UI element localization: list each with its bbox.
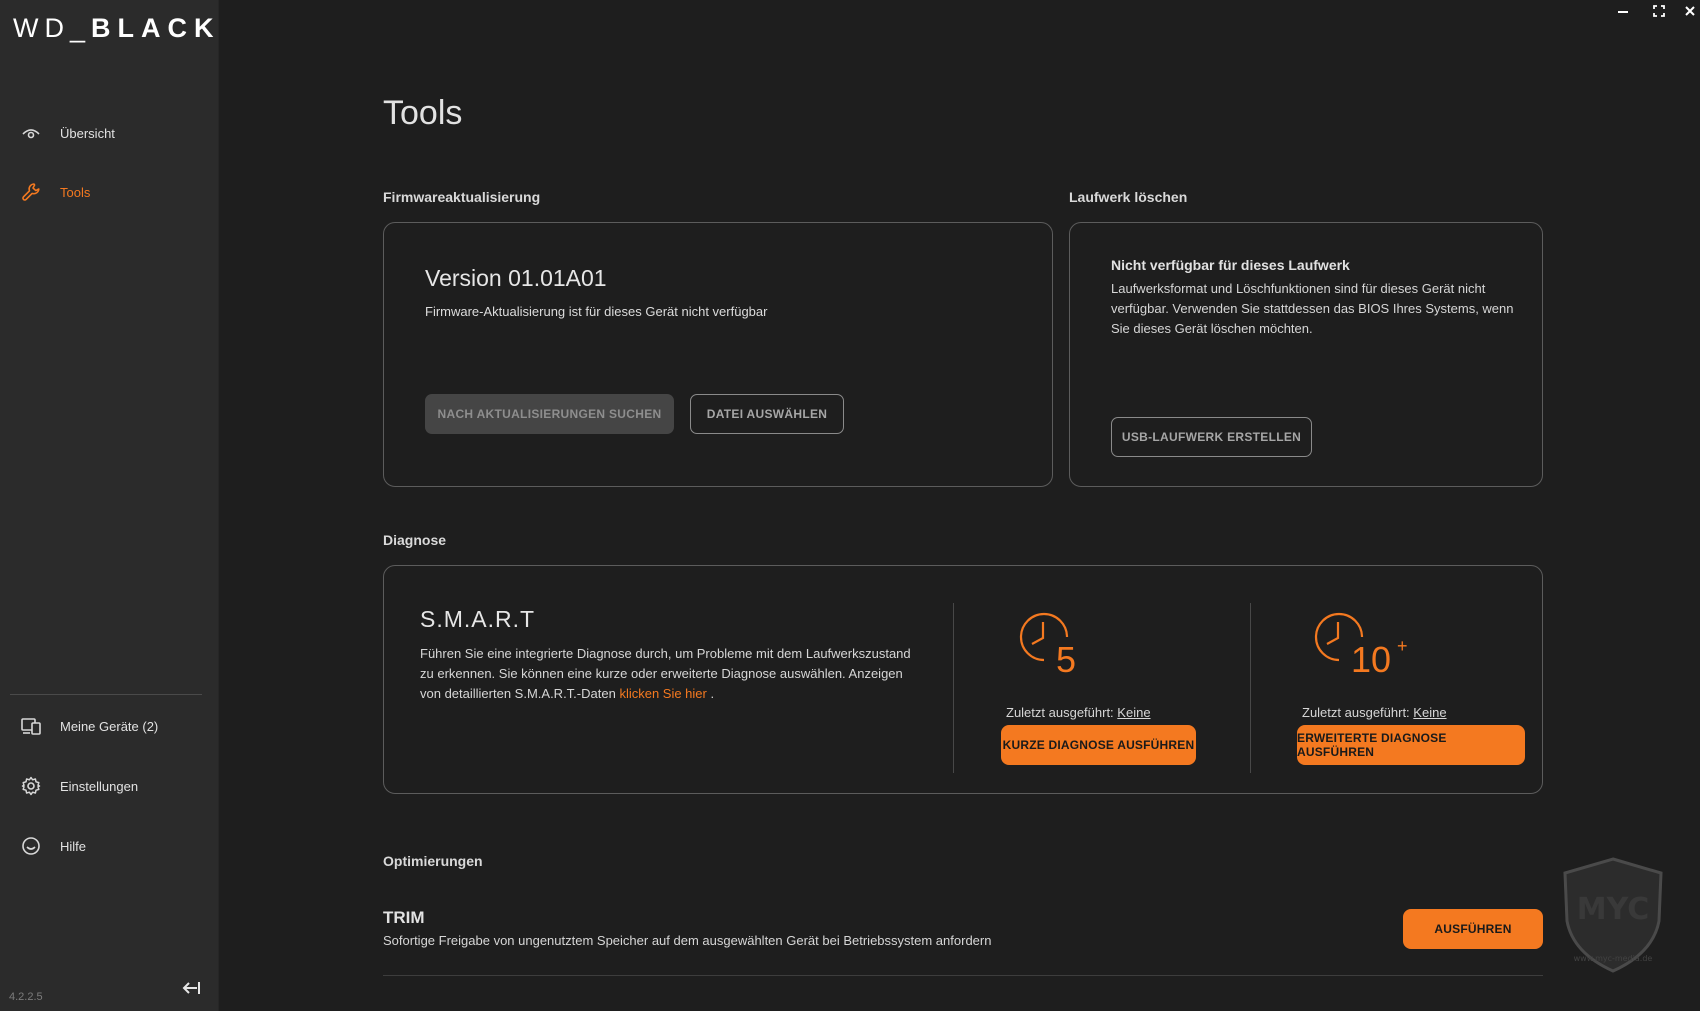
- extended-minutes: 10: [1351, 639, 1392, 680]
- erase-title: Nicht verfügbar für dieses Laufwerk: [1111, 257, 1350, 273]
- extended-last-run: Zuletzt ausgeführt: Keine: [1302, 705, 1447, 720]
- firmware-section-label: Firmwareaktualisierung: [383, 189, 541, 205]
- select-file-button[interactable]: DATEI AUSWÄHLEN: [690, 394, 844, 434]
- wrench-icon: [20, 181, 42, 203]
- sidebar-item-einstellungen[interactable]: [20, 771, 138, 801]
- shield-icon: [1553, 853, 1673, 977]
- svg-text:www.myc-media.de: www.myc-media.de: [1573, 954, 1653, 963]
- erase-card: [1069, 222, 1543, 487]
- diagnose-section-label: Diagnose: [383, 532, 447, 548]
- extended-diagnose-button[interactable]: ERWEITERTE DIAGNOSE AUSFÜHREN: [1297, 725, 1525, 765]
- devices-icon: [20, 715, 42, 737]
- smart-title: S.M.A.R.T: [420, 606, 536, 632]
- create-usb-drive-button[interactable]: USB-LAUFWERK ERSTELLEN: [1111, 417, 1312, 457]
- short-last-run: Zuletzt ausgeführt: Keine: [1006, 705, 1151, 720]
- maximize-icon: [1653, 5, 1665, 17]
- minimize-icon: [1617, 5, 1629, 17]
- close-icon: [1684, 5, 1696, 17]
- run-trim-button[interactable]: AUSFÜHREN: [1403, 909, 1543, 949]
- optimizations-section-label: Optimierungen: [383, 853, 483, 869]
- smart-description: Führen Sie eine integrierte Diagnose durch, um Probleme mit dem Laufwerkszustand zu erkennen. Sie können eine kurze oder erweiterte Diagnose auswählen. Anzeigen von detaillierten S.M.A.R.T.-Daten klicken Sie hier .: [420, 646, 911, 701]
- short-minutes: 5: [1056, 639, 1077, 680]
- extended-diagnose-clock: [1312, 610, 1422, 680]
- wd-black-logo: WD_BLACK: [13, 13, 221, 43]
- sidebar-item-tools[interactable]: [20, 177, 90, 207]
- page-title: Tools: [383, 94, 463, 132]
- divider: [1250, 603, 1251, 773]
- collapse-sidebar-button[interactable]: [180, 977, 202, 999]
- divider: [953, 603, 954, 773]
- diagnose-card: [383, 565, 1543, 794]
- sidebar-item-hilfe[interactable]: [20, 831, 86, 861]
- minimize-button[interactable]: [1614, 2, 1632, 20]
- app-version: 4.2.2.5: [9, 991, 43, 1003]
- sidebar: [0, 0, 219, 1011]
- firmware-description: Firmware-Aktualisierung ist für dieses Gerät nicht verfügbar: [425, 304, 768, 319]
- erase-section-label: Laufwerk löschen: [1069, 189, 1188, 205]
- firmware-version: Version 01.01A01: [425, 265, 607, 291]
- sidebar-item-meine-geraete[interactable]: [20, 711, 158, 741]
- short-diagnose-clock: [1017, 610, 1107, 680]
- trim-description: Sofortige Freigabe von ungenutztem Speicher auf dem ausgewählten Gerät bei Betriebssystem anfordern: [383, 933, 992, 948]
- help-icon: [20, 835, 42, 857]
- sidebar-item-uebersicht[interactable]: [20, 118, 115, 148]
- sidebar-divider: [10, 694, 202, 695]
- short-diagnose-button[interactable]: KURZE DIAGNOSE AUSFÜHREN: [1001, 725, 1196, 765]
- maximize-button[interactable]: [1650, 2, 1668, 20]
- svg-text:MYC: MYC: [1576, 892, 1650, 927]
- close-button[interactable]: [1681, 2, 1699, 20]
- check-updates-button[interactable]: NACH AKTUALISIERUNGEN SUCHEN: [425, 394, 674, 434]
- extended-plus: +: [1397, 636, 1408, 656]
- sidebar-item-label: Übersicht: [60, 125, 115, 141]
- smart-details-link[interactable]: klicken Sie hier: [619, 686, 707, 701]
- sidebar-item-label: Tools: [60, 184, 91, 200]
- sidebar-item-label: Hilfe: [60, 838, 87, 854]
- divider: [383, 975, 1543, 976]
- watermark-logo: [1553, 853, 1673, 982]
- trim-title: TRIM: [383, 908, 425, 927]
- sidebar-item-label: Einstellungen: [60, 778, 139, 794]
- gear-icon: [20, 775, 42, 797]
- firmware-card: [383, 222, 1053, 487]
- erase-description: Laufwerksformat und Löschfunktionen sind für dieses Gerät nicht verfügbar. Verwenden Sie stattdessen das BIOS Ihres Systems, wenn Sie dieses Gerät löschen möchten.: [1111, 281, 1514, 336]
- eye-icon: [20, 122, 42, 144]
- collapse-icon: [180, 977, 202, 999]
- sidebar-item-label: Meine Geräte (2): [60, 718, 159, 734]
